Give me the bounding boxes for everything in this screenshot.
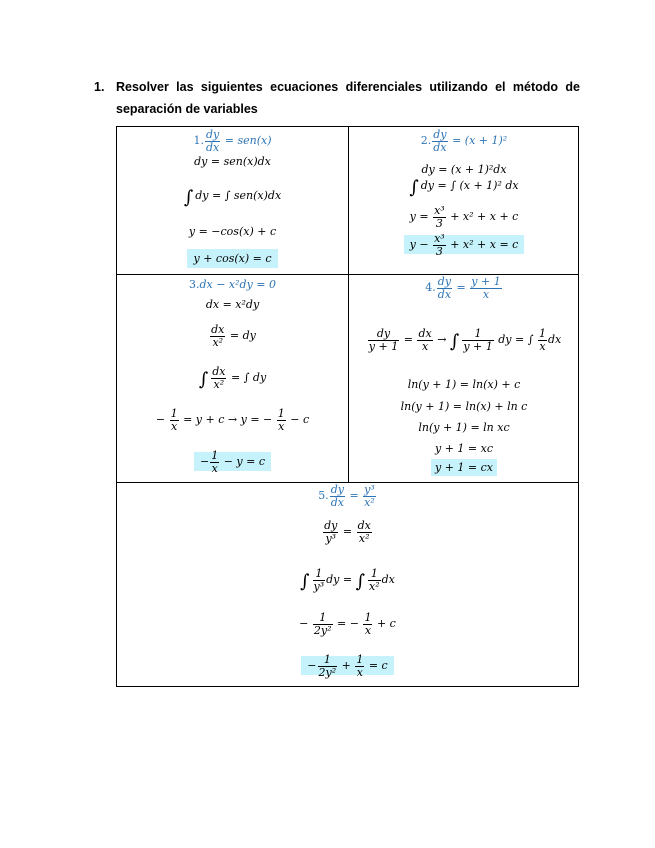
- exercise-cell-1: [117, 127, 348, 274]
- exercise-2-step: y = $\frac{\text{x³}}{3}$ + x² + x + c: [409, 204, 519, 230]
- exercise-1-step: ∫ dy = ∫ sen(x)dx: [183, 187, 282, 208]
- exercise-2-title: 2. $\frac{dy}{dx}$ = (x + 1)²: [420, 128, 508, 154]
- exercise-1-step: dy = sen(x)dx: [194, 155, 271, 168]
- exercise-cell-2: [348, 127, 580, 274]
- exercise-3-step: dx = x²dy: [205, 298, 260, 311]
- exercise-4-step: ln(y + 1) = ln xc: [418, 421, 510, 434]
- exercise-3-step: $\frac{dx}{\text{x²}}$ = dy: [211, 323, 256, 349]
- exercise-2-answer: y − $\frac{\text{x³}}{3}$ + x² + x = c: [348, 233, 580, 257]
- exercise-1-answer: y + cos(x) = c: [117, 252, 348, 265]
- exercise-5-step: − $\frac{1}{\text{2y²}}$ = − $\frac{1}{x}$ + c: [299, 611, 396, 637]
- exercise-2-step: dy = (x + 1)²dx: [421, 163, 507, 176]
- exercise-heading: [94, 76, 580, 120]
- exercise-3-title: 3.dx − x²dy = 0: [188, 278, 277, 291]
- exercise-5-step: ∫ $\frac{1}{\text{y³}}$ dy = ∫ $\frac{1}{\text{x²}}$ dx: [300, 567, 395, 593]
- exercise-cell-3: [117, 274, 348, 482]
- exercise-4-title: 4. $\frac{dy}{dx}$ = $\frac{y + 1}{x}$: [425, 275, 501, 301]
- exercise-1-title: 1. $\frac{dy}{dx}$ = sen(x): [193, 128, 272, 154]
- exercise-5-step: $\frac{dy}{\text{y³}}$ = $\frac{dx}{\text{x²}}$: [324, 519, 371, 545]
- exercise-2-step: ∫ dy = ∫ (x + 1)² dx: [409, 177, 519, 198]
- heading-number: 1.: [94, 80, 105, 94]
- exercise-table: [116, 126, 579, 687]
- exercise-3-step: − $\frac{1}{x}$ = y + c → y = − $\frac{1}{x}$ − c: [155, 407, 310, 433]
- exercise-1-step: y = −cos(x) + c: [188, 225, 277, 238]
- exercise-3-step: ∫ $\frac{dx}{\text{x²}}$ = ∫ dy: [198, 365, 267, 391]
- exercise-5-answer: − $\frac{1}{\text{2y²}}$ + $\frac{1}{x}$ = c: [117, 654, 578, 678]
- exercise-cell-5: [117, 482, 578, 688]
- exercise-5-title: 5. $\frac{dy}{dx}$ = $\frac{\text{y³}}{\text{x²}}$: [318, 483, 375, 509]
- exercise-4-step: $\frac{dy}{y + 1}$ = $\frac{dx}{x}$ → ∫ $\frac{1}{y + 1}$ dy = ∫ $\frac{1}{x}$ dx: [368, 327, 562, 353]
- exercise-4-step: ln(y + 1) = ln(x) + c: [407, 378, 521, 391]
- exercise-4-step: y + 1 = xc: [435, 442, 493, 455]
- exercise-4-step: ln(y + 1) = ln(x) + ln c: [400, 400, 528, 413]
- exercise-3-answer: − $\frac{1}{x}$ − y = c: [117, 450, 348, 474]
- heading-text: Resolver las siguientes ecuaciones diferenciales utilizando el método de separación de variables: [116, 80, 580, 116]
- exercise-4-answer: y + 1 = cx: [348, 461, 580, 474]
- exercise-cell-4: [348, 274, 580, 482]
